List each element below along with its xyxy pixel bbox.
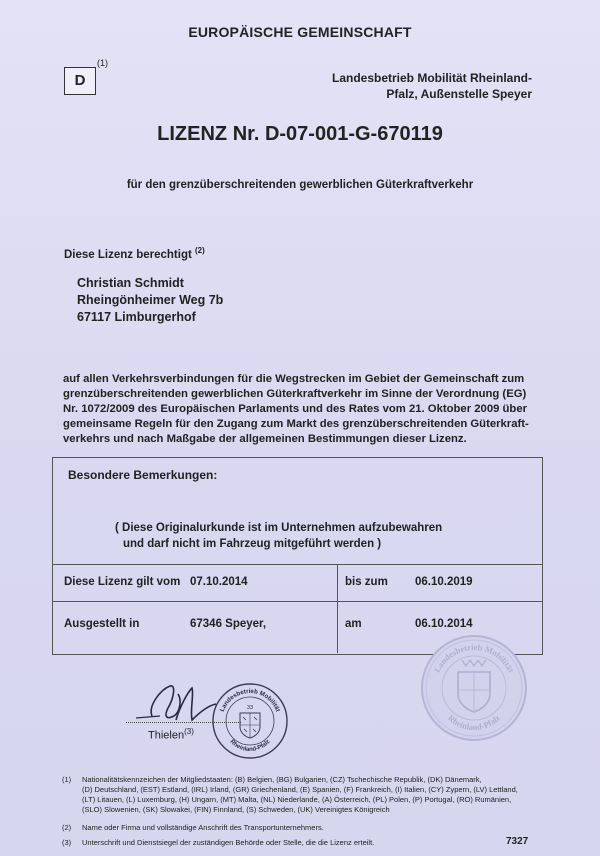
footnote-line: (D) Deutschland, (EST) Estland, (IRL) Irland, (GR) Griechenland, (E) Spanien, (F) Frankreich, (I) Italien, (CY) Zypern, (LV) Lettland, bbox=[82, 785, 518, 794]
holder-name: Christian Schmidt bbox=[77, 276, 184, 290]
authority-line-1: Landesbetrieb Mobilität Rheinland- bbox=[331, 71, 532, 85]
footnote-line: (SLO) Slowenien, (SK) Slowakei, (FIN) Finnland, (S) Schweden, (UK) Vereinigtes Königreich bbox=[82, 805, 390, 814]
seal-small-bottom-text: Rheinland-Pfalz bbox=[228, 738, 272, 754]
table-divider bbox=[52, 564, 542, 565]
issued-place: 67346 Speyer, bbox=[190, 618, 267, 630]
svg-text:Rheinland-Pfalz bbox=[229, 739, 272, 753]
embossed-seal-icon bbox=[418, 632, 530, 744]
validity-until: 06.10.2019 bbox=[415, 576, 473, 588]
official-seal-small-icon bbox=[210, 681, 290, 761]
issued-on-label: am bbox=[345, 618, 362, 630]
signature-footnote-ref: (3) bbox=[184, 727, 194, 736]
body-line: Nr. 1072/2009 des Europäischen Parlaments und des Rates vom 21. Oktober 2009 über bbox=[63, 403, 528, 415]
footnote-line: (LT) Litauen, (L) Luxemburg, (H) Ungarn, (MT) Malta, (NL) Niederlande, (A) Österreich, (PL) Polen, (P) Portugal, (RO) Rumänien, bbox=[82, 795, 512, 804]
validity-from: 07.10.2014 bbox=[190, 576, 248, 588]
document-header: EUROPÄISCHE GEMEINSCHAFT bbox=[188, 24, 412, 40]
remarks-text bbox=[115, 520, 442, 552]
footnote-1-text bbox=[82, 775, 552, 815]
entitles-label bbox=[64, 246, 205, 261]
country-footnote-ref: (1) bbox=[97, 58, 108, 68]
validity-label: Diese Lizenz gilt vom bbox=[64, 576, 181, 588]
remarks-line-2: und darf nicht im Fahrzeug mitgeführt werden ) bbox=[123, 538, 382, 550]
footnote-line: Nationalitätskennzeichen der Mitgliedstaaten: (B) Belgien, (BG) Bulgarien, (CZ) Tschechische Republik, (DK) Dänemark, bbox=[82, 775, 482, 784]
footnote-1-number: (1) bbox=[62, 775, 72, 784]
seal-small-number: 33 bbox=[246, 705, 254, 711]
entitles-footnote-ref: (2) bbox=[195, 246, 205, 255]
seal-large-top-text: Landesbetrieb Mobilität bbox=[431, 641, 517, 675]
license-purpose: für den grenzüberschreitenden gewerblichen Güterkraftverkehr bbox=[126, 179, 474, 191]
footnote-2-number: (2) bbox=[62, 823, 72, 832]
seal-small-top-text: Landesbetrieb Mobilität bbox=[218, 687, 282, 713]
entitles-label-text: Diese Lizenz berechtigt bbox=[64, 248, 192, 261]
body-line: grenzüberschreitenden gewerblichen Güterkraftverkehr im Sinne der Verordnung (EG) bbox=[63, 388, 527, 400]
validity-until-label: bis zum bbox=[345, 576, 388, 588]
issued-date: 06.10.2014 bbox=[415, 618, 473, 630]
body-line: gemeinsame Regeln für den Zugang zum Markt des grenzüberschreitenden Güterkraft- bbox=[63, 418, 529, 430]
footnote-3-text: Unterschrift und Dienstsiegel der zuständigen Behörde oder Stelle, die die Lizenz erteilt. bbox=[82, 838, 375, 847]
issued-label: Ausgestellt in bbox=[64, 618, 140, 630]
signatory-name: Thielen bbox=[148, 729, 185, 742]
license-title: LIZENZ Nr. D-07-001-G-670119 bbox=[157, 123, 443, 145]
holder-city: 67117 Limburgerhof bbox=[77, 310, 196, 324]
table-column-divider bbox=[337, 564, 338, 653]
license-body-text bbox=[63, 372, 541, 447]
remarks-heading: Besondere Bemerkungen: bbox=[68, 468, 218, 482]
body-line: verkehrs und nach Maßgabe der allgemeinen Bestimmungen dieser Lizenz. bbox=[63, 433, 467, 445]
footnote-2-text: Name oder Firma und vollständige Anschrift des Transportunternehmers. bbox=[82, 823, 324, 832]
holder-street: Rheingönheimer Weg 7b bbox=[77, 293, 224, 307]
footnote-3-number: (3) bbox=[62, 838, 72, 847]
table-divider bbox=[52, 601, 542, 602]
license-holder bbox=[77, 275, 223, 326]
issuing-authority bbox=[300, 70, 532, 102]
form-number: 7327 bbox=[506, 836, 529, 847]
authority-line-2: Pfalz, Außenstelle Speyer bbox=[386, 87, 532, 101]
signatory bbox=[148, 727, 194, 742]
remarks-line-1: ( Diese Originalurkunde ist im Unternehmen aufzubewahren bbox=[115, 522, 443, 534]
country-code-box: D bbox=[64, 67, 96, 95]
body-line: auf allen Verkehrsverbindungen für die Wegstrecken im Gebiet der Gemeinschaft zum bbox=[63, 373, 525, 385]
seal-large-bottom-text: Rheinland-Pfalz bbox=[446, 712, 502, 733]
